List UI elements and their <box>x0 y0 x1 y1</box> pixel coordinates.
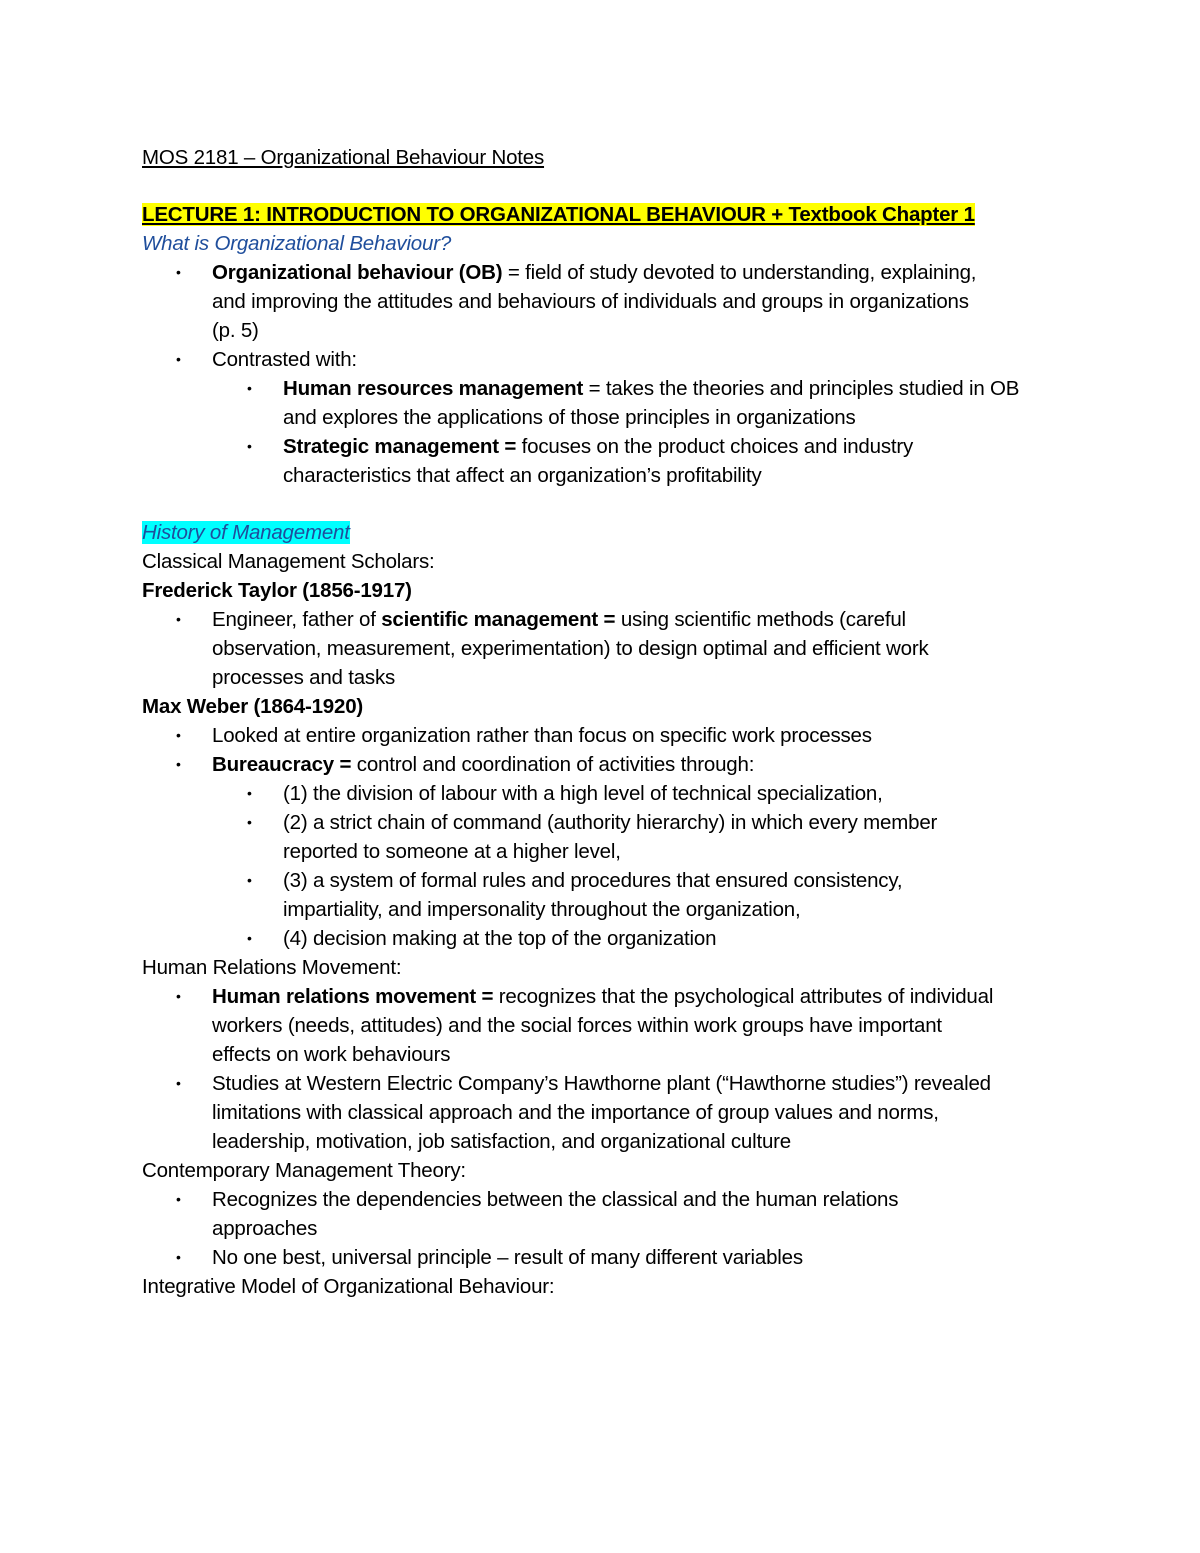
definition-text: focuses on the product choices and industry <box>516 435 914 458</box>
section2-heading-line <box>142 518 1072 547</box>
list-item-continuation <box>142 287 1072 316</box>
list-text: (4) decision making at the top of the organization <box>283 927 717 950</box>
list-item-continuation <box>142 663 1072 692</box>
list-item <box>142 721 1072 750</box>
lecture-heading: LECTURE 1: INTRODUCTION TO ORGANIZATIONAL BEHAVIOUR + Textbook Chapter 1 <box>142 203 975 226</box>
list-text: (1) the division of labour with a high level of technical specialization, <box>283 782 883 805</box>
definition-text: using scientific methods (careful <box>615 608 906 631</box>
definition-text: processes and tasks <box>212 666 396 689</box>
definition-text: effects on work behaviours <box>212 1043 451 1066</box>
list-item-continuation <box>142 1098 1072 1127</box>
term: Human relations movement = <box>212 985 494 1008</box>
bullet-icon: • <box>176 351 181 367</box>
definition-text: control and coordination of activities through: <box>351 753 755 776</box>
list-text: Studies at Western Electric Company’s Hawthorne plant (“Hawthorne studies”) revealed <box>212 1072 991 1095</box>
sub-list-item-continuation <box>142 461 1072 490</box>
list-text: (2) a strict chain of command (authority hierarchy) in which every member <box>283 811 938 834</box>
list-text: No one best, universal principle – result of many different variables <box>212 1246 803 1269</box>
list-item <box>142 1185 1072 1214</box>
list-item-continuation <box>142 1214 1072 1243</box>
list-item <box>142 1243 1072 1272</box>
sub-list-item <box>142 866 1072 895</box>
integrative-label <box>142 1272 1072 1301</box>
list-text: leadership, motivation, job satisfaction, and organizational culture <box>212 1130 791 1153</box>
definition-text: characteristics that affect an organization’s profitability <box>283 464 762 487</box>
list-item-continuation <box>142 1011 1072 1040</box>
sub-list-item-continuation <box>142 895 1072 924</box>
subsection-label: Classical Management Scholars: <box>142 550 435 573</box>
term: Strategic management = <box>283 435 517 458</box>
section1-heading-line <box>142 229 1072 258</box>
doc-title: MOS 2181 – Organizational Behaviour Notes <box>142 146 545 169</box>
section2-heading: History of Management <box>142 521 350 544</box>
sub-list-item <box>142 779 1072 808</box>
sub-list-item-continuation <box>142 403 1072 432</box>
bullet-icon: • <box>247 785 252 801</box>
list-item <box>142 345 1072 374</box>
definition-text: = takes the theories and principles studied in OB <box>583 377 1020 400</box>
definition-text: recognizes that the psychological attributes of individual <box>493 985 994 1008</box>
list-item <box>142 750 1072 779</box>
definition-text: workers (needs, attitudes) and the social forces within work groups have important <box>212 1014 942 1037</box>
definition-text: observation, measurement, experimentation) to design optimal and efficient work <box>212 637 929 660</box>
list-text: limitations with classical approach and the importance of group values and norms, <box>212 1101 939 1124</box>
sub-list-item <box>142 924 1072 953</box>
bullet-icon: • <box>176 264 181 280</box>
term: Human resources management <box>283 377 584 400</box>
subsection-label: Integrative Model of Organizational Behaviour: <box>142 1275 555 1298</box>
person-heading <box>142 692 1072 721</box>
sub-list-item <box>142 432 1072 461</box>
bullet-icon: • <box>176 988 181 1004</box>
list-text: Recognizes the dependencies between the classical and the human relations <box>212 1188 899 1211</box>
doc-title-line <box>142 143 1072 172</box>
bullet-icon: • <box>176 1191 181 1207</box>
list-item <box>142 982 1072 1011</box>
list-item-continuation <box>142 316 1072 345</box>
bullet-icon: • <box>247 814 252 830</box>
bullet-icon: • <box>176 756 181 772</box>
sub-list-item-continuation <box>142 837 1072 866</box>
section1-heading: What is Organizational Behaviour? <box>142 232 452 255</box>
bullet-icon: • <box>176 1249 181 1265</box>
definition-text: = field of study devoted to understanding, explaining, <box>502 261 977 284</box>
bullet-icon: • <box>176 727 181 743</box>
list-text: approaches <box>212 1217 318 1240</box>
list-text: reported to someone at a higher level, <box>283 840 621 863</box>
sub-list-item <box>142 808 1072 837</box>
list-text: Engineer, father of <box>212 608 382 631</box>
term: scientific management = <box>381 608 616 631</box>
lecture-heading-line <box>142 200 1072 229</box>
person-name: Frederick Taylor (1856-1917) <box>142 579 412 602</box>
list-text: impartiality, and impersonality throughout the organization, <box>283 898 801 921</box>
term: Bureaucracy = <box>212 753 352 776</box>
list-item <box>142 258 1072 287</box>
contemporary-label <box>142 1156 1072 1185</box>
bullet-icon: • <box>247 438 252 454</box>
bullet-icon: • <box>176 611 181 627</box>
list-item-continuation <box>142 1127 1072 1156</box>
sub-list-item <box>142 374 1072 403</box>
person-heading <box>142 576 1072 605</box>
bullet-icon: • <box>176 1075 181 1091</box>
list-text: Looked at entire organization rather than focus on specific work processes <box>212 724 872 747</box>
list-item <box>142 1069 1072 1098</box>
subsection-label: Contemporary Management Theory: <box>142 1159 466 1182</box>
bullet-icon: • <box>247 380 252 396</box>
list-text: Contrasted with: <box>212 348 357 371</box>
list-item-continuation <box>142 1040 1072 1069</box>
subsection-label: Human Relations Movement: <box>142 956 402 979</box>
list-item <box>142 605 1072 634</box>
classical-label <box>142 547 1072 576</box>
list-item-continuation <box>142 634 1072 663</box>
document-page <box>142 143 1072 1301</box>
human-relations-label <box>142 953 1072 982</box>
bullet-icon: • <box>247 872 252 888</box>
definition-text: (p. 5) <box>212 319 259 342</box>
list-text: (3) a system of formal rules and procedures that ensured consistency, <box>283 869 903 892</box>
person-name: Max Weber (1864-1920) <box>142 695 364 718</box>
definition-text: and explores the applications of those principles in organizations <box>283 406 856 429</box>
definition-text: and improving the attitudes and behaviours of individuals and groups in organizations <box>212 290 969 313</box>
bullet-icon: • <box>247 930 252 946</box>
term: Organizational behaviour (OB) <box>212 261 503 284</box>
